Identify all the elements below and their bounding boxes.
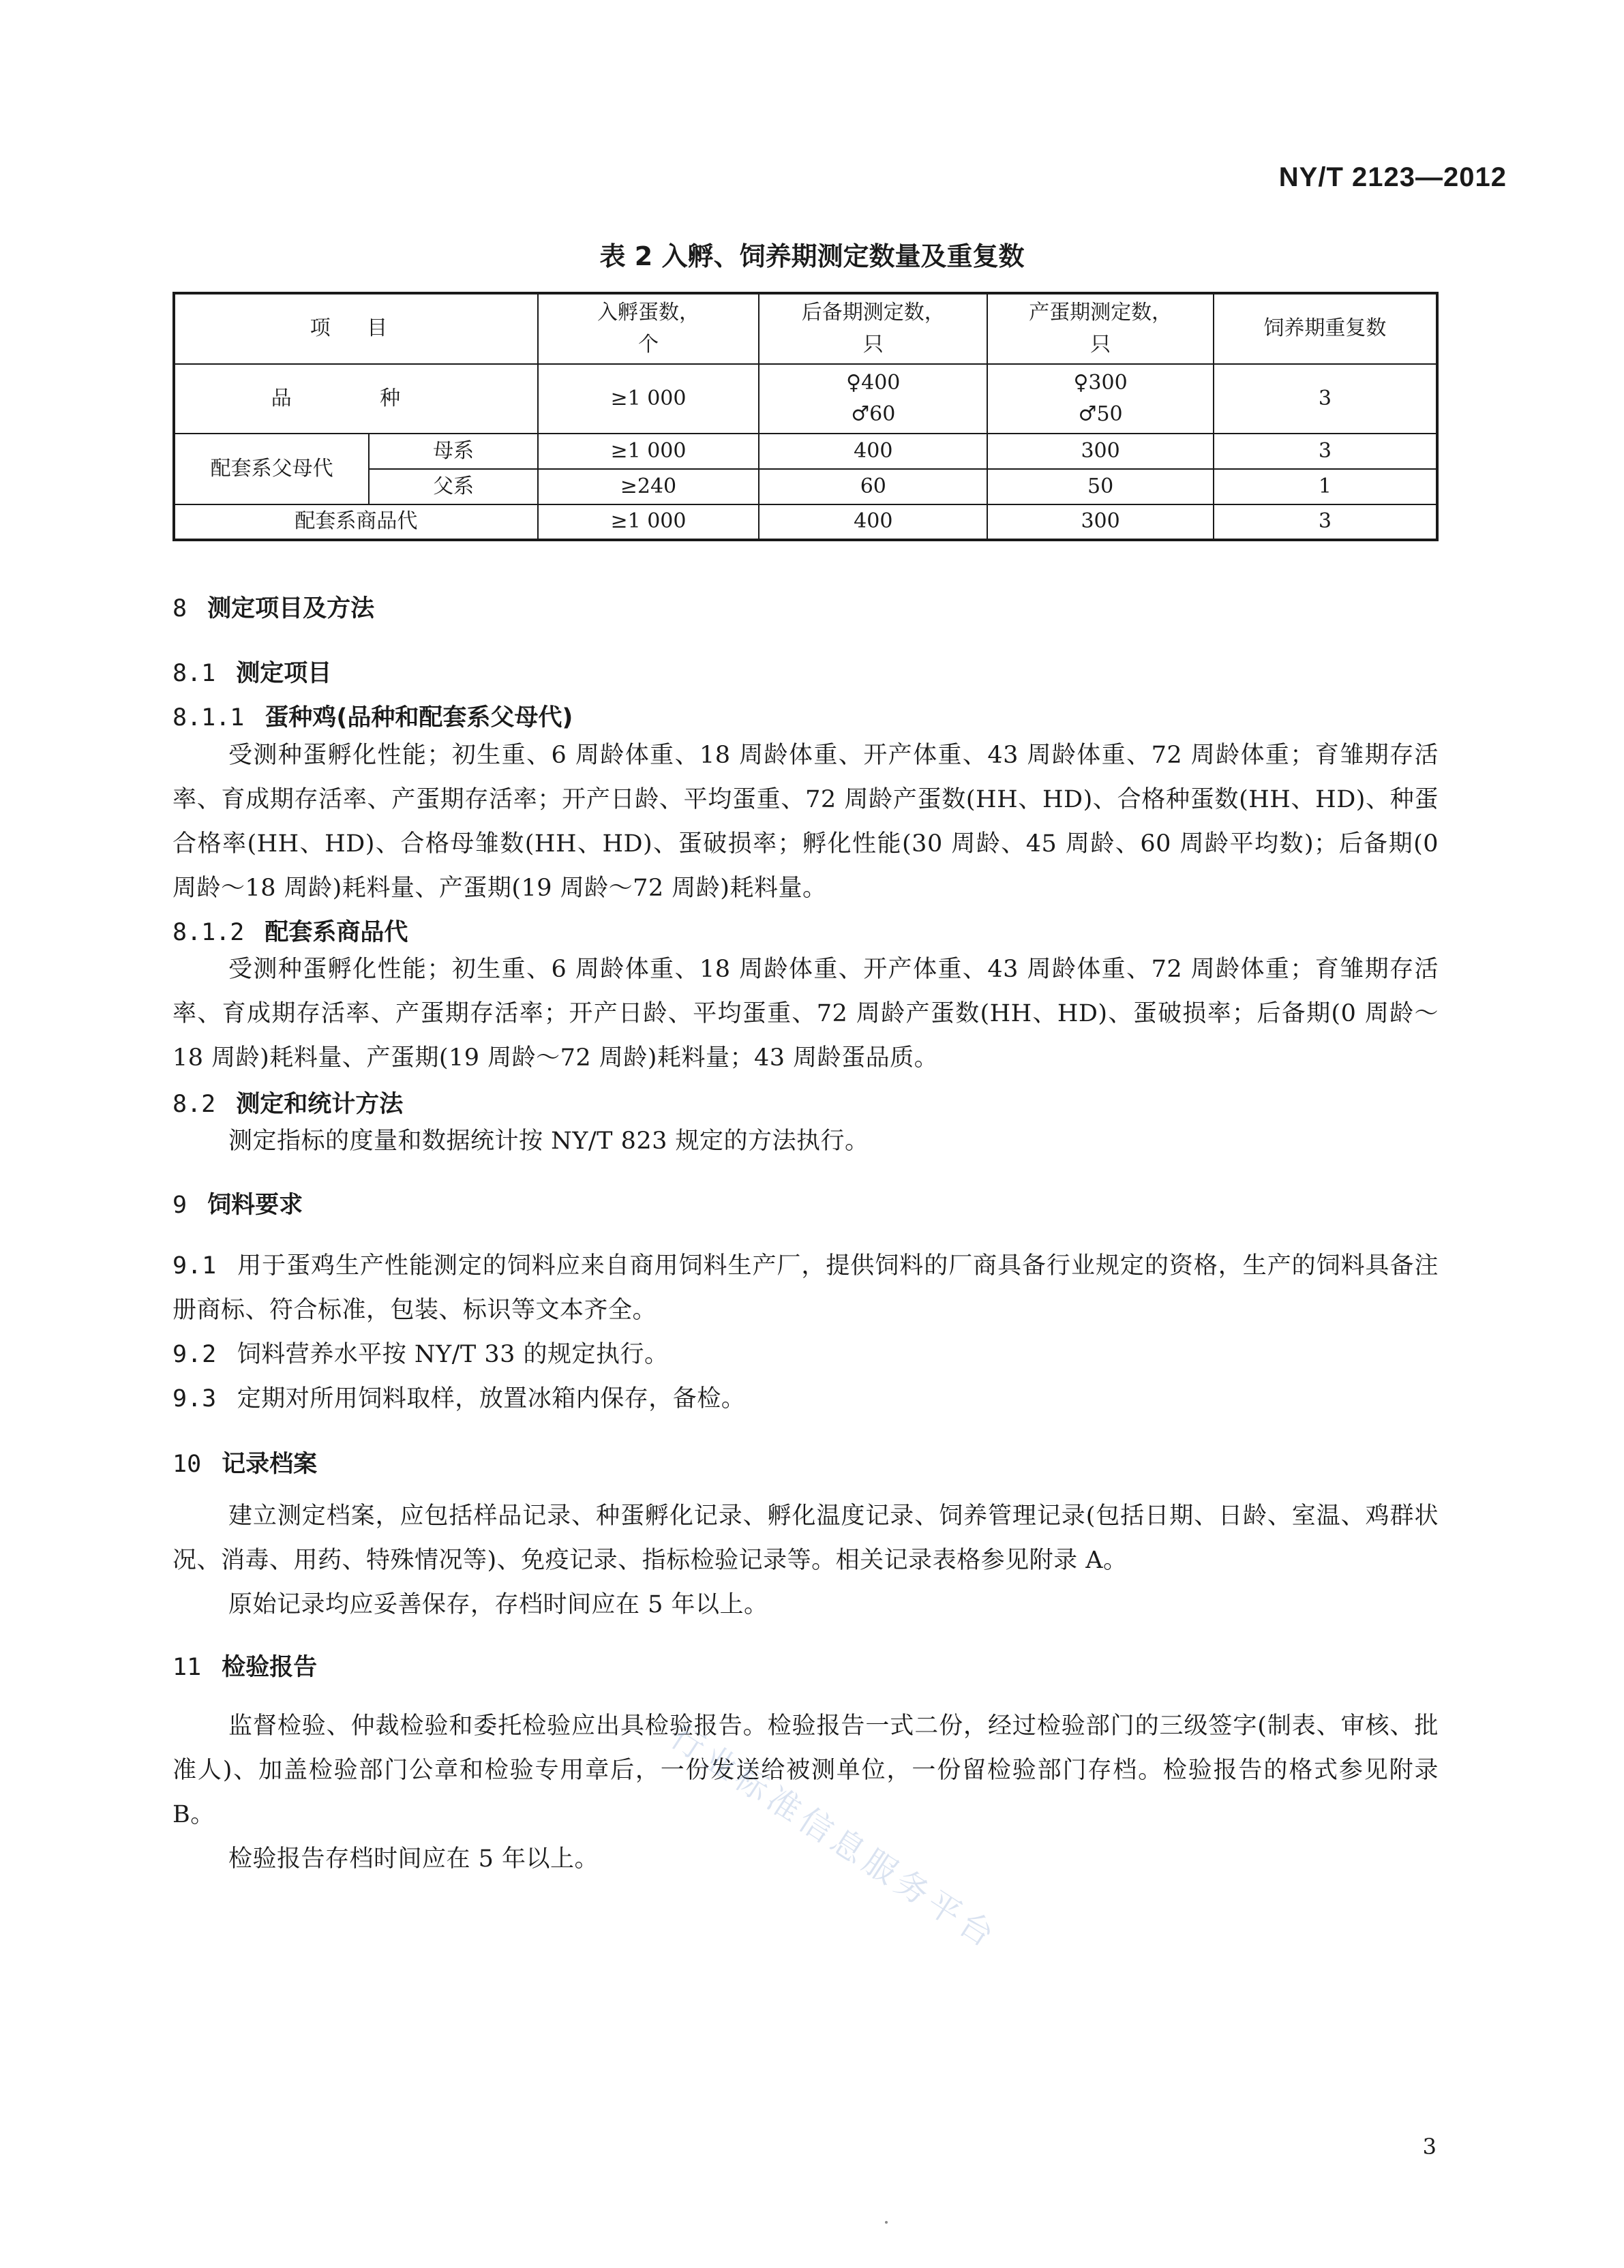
paragraph-9-3: 9.3 定期对所用饲料取样，放置冰箱内保存，备检。 <box>172 1385 746 1412</box>
header-rearing: 后备期测定数， 只 <box>759 293 987 364</box>
paragraph-9-2: 9.2 饲料营养水平按 NY/T 33 的规定执行。 <box>172 1341 669 1368</box>
row-label: 父系 <box>369 469 537 504</box>
scan-speck <box>885 2221 888 2224</box>
header-item: 项 目 <box>174 293 538 364</box>
paragraph-11-b: 检验报告存档时间应在 5 年以上。 <box>228 1845 599 1873</box>
table-row <box>174 504 1437 540</box>
page-number: 3 <box>1422 2134 1437 2160</box>
cell-laying: 300 <box>987 434 1213 469</box>
cell-eggs: ≥1 000 <box>538 434 759 469</box>
section-10-heading: 10 记录档案 <box>172 1451 318 1478</box>
cell-laying: ♀300 ♂50 <box>987 364 1213 434</box>
header-eggs: 入孵蛋数， 个 <box>538 293 759 364</box>
cell-replicates: 3 <box>1214 364 1437 434</box>
section-8-1-1-heading: 8.1.1 蛋种鸡(品种和配套系父母代) <box>172 704 573 731</box>
row-label: 品 种 <box>174 364 538 434</box>
cell-eggs: ≥240 <box>538 469 759 504</box>
section-11-heading: 11 检验报告 <box>172 1654 318 1681</box>
cell-laying: 300 <box>987 504 1213 540</box>
cell-rearing: ♀400 ♂60 <box>759 364 987 434</box>
table-row <box>174 364 1437 434</box>
cell-rearing: 60 <box>759 469 987 504</box>
cell-replicates: 3 <box>1214 504 1437 540</box>
section-8-2-heading: 8.2 测定和统计方法 <box>172 1091 404 1118</box>
cell-rearing: 400 <box>759 504 987 540</box>
section-8-1-heading: 8.1 测定项目 <box>172 660 332 687</box>
cell-eggs: ≥1 000 <box>538 364 759 434</box>
row-label: 配套系商品代 <box>174 504 538 540</box>
paragraph-10-a: 建立测定档案，应包括样品记录、种蛋孵化记录、孵化温度记录、饲养管理记录(包括日期、日龄、室温、鸡群状况、消毒、用药、特殊情况等)、免疫记录、指标检验记录等。相关记录表格参见附录 A。 <box>172 1502 1439 1574</box>
cell-eggs: ≥1 000 <box>538 504 759 540</box>
row-label: 母系 <box>369 434 537 469</box>
paragraph-11-a: 监督检验、仲裁检验和委托检验应出具检验报告。检验报告一式二份，经过检验部门的三级签字(制表、审核、批准人)、加盖检验部门公章和检验专用章后，一份发送给被测单位，一份留检验部门存档。检验报告的格式参见附录 B。 <box>172 1712 1439 1828</box>
table-title: 表 2 入孵、饲养期测定数量及重复数 <box>599 241 1025 271</box>
paragraph-8-1-2: 受测种蛋孵化性能；初生重、6 周龄体重、18 周龄体重、开产体重、43 周龄体重、72 周龄体重；育雏期存活率、育成期存活率、产蛋期存活率；开产日龄、平均蛋重、72 周龄产蛋数(HH、HD)、蛋破损率；后备期(0 周龄～18 周龄)耗料量、产蛋期(19 周龄～72 周龄)耗料量；43 周龄蛋品质。 <box>172 956 1439 1072</box>
section-8-heading: 8 测定项目及方法 <box>172 595 375 622</box>
data-table <box>172 292 1439 541</box>
row-group-label: 配套系父母代 <box>174 434 369 504</box>
paragraph-8-2: 测定指标的度量和数据统计按 NY/T 823 规定的方法执行。 <box>228 1128 869 1155</box>
paragraph-8-1-1: 受测种蛋孵化性能；初生重、6 周龄体重、18 周龄体重、开产体重、43 周龄体重、72 周龄体重；育雏期存活率、育成期存活率、产蛋期存活率；开产日龄、平均蛋重、72 周龄产蛋数(HH、HD)、合格种蛋数(HH、HD)、种蛋合格率(HH、HD)、合格母雏数(HH、HD)、蛋破损率；孵化性能(30 周龄、45 周龄、60 周龄平均数)；后备期(0 周龄～18 周龄)耗料量、产蛋期(19 周龄～72 周龄)耗料量。 <box>172 742 1439 902</box>
cell-rearing: 400 <box>759 434 987 469</box>
cell-replicates: 3 <box>1214 434 1437 469</box>
table-header-row <box>174 293 1437 364</box>
paragraph-9-1: 9.1 用于蛋鸡生产性能测定的饲料应来自商用饲料生产厂，提供饲料的厂商具备行业规定的资格，生产的饲料具备注册商标、符合标准，包装、标识等文本齐全。 <box>172 1252 1439 1324</box>
section-8-1-2-heading: 8.1.2 配套系商品代 <box>172 919 408 946</box>
header-replicates: 饲养期重复数 <box>1214 293 1437 364</box>
standard-number: NY/T 2123—2012 <box>1278 162 1507 192</box>
cell-laying: 50 <box>987 469 1213 504</box>
paragraph-10-b: 原始记录均应妥善保存，存档时间应在 5 年以上。 <box>228 1591 768 1618</box>
table-row <box>174 434 1437 469</box>
cell-replicates: 1 <box>1214 469 1437 504</box>
section-9-heading: 9 饲料要求 <box>172 1192 303 1219</box>
watermark: 行业标准信息服务平台 <box>663 1717 1005 1958</box>
header-laying: 产蛋期测定数， 只 <box>987 293 1213 364</box>
